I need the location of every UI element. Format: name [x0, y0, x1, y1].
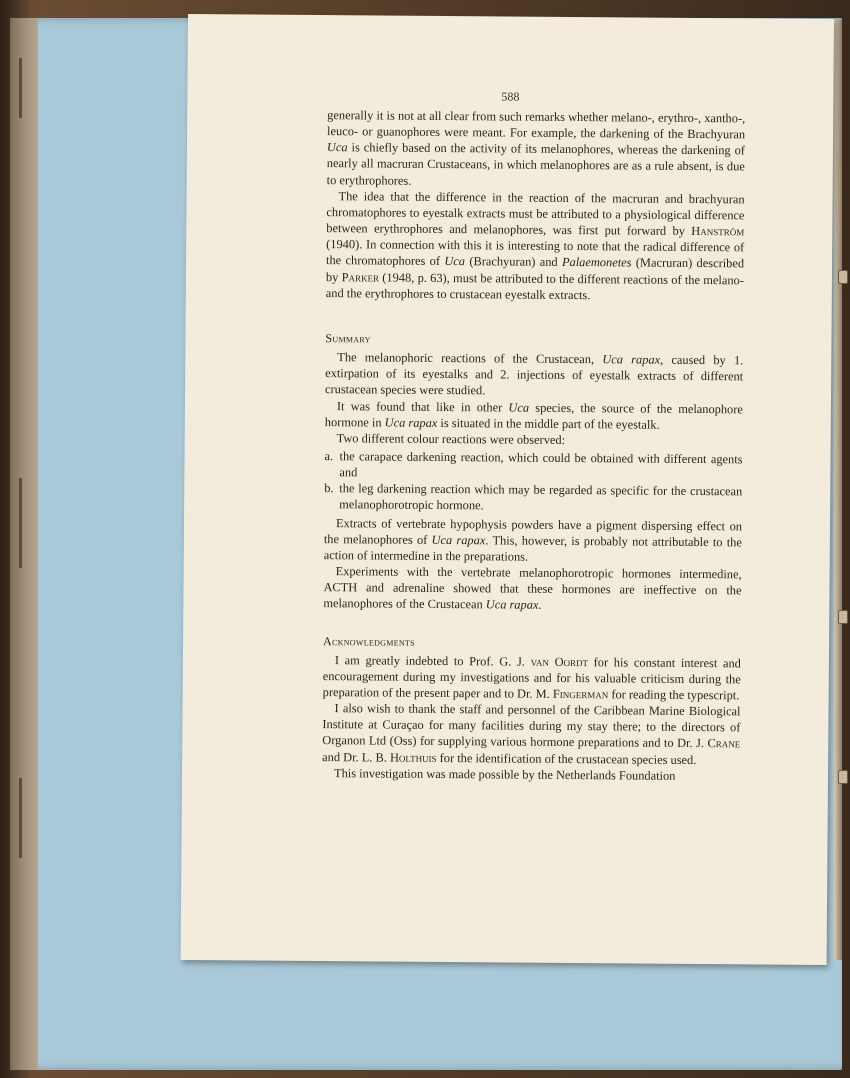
text-run: generally it is not at all clear from such remarks whether melano-, erythro-, xantho-, leuco- or guanophores were meant. For example, the darkening of the Brachyuran [327, 108, 746, 142]
text-run: species, the source of the melanophore hormone in [324, 400, 743, 430]
list-marker: a. [324, 449, 334, 464]
list-marker: b. [324, 481, 334, 496]
italic-term: Uca rapax [384, 415, 438, 430]
list-item [324, 448, 742, 484]
italic-term: Uca [326, 140, 348, 155]
text-run: This investigation was made possible by the Netherlands Foundation [333, 765, 676, 783]
binder-clip [838, 770, 848, 784]
author-name: Hanström [691, 224, 745, 239]
section-heading-acknowledgments: Acknowledgments [323, 633, 415, 649]
binder-clip [838, 610, 848, 624]
observation-list [324, 448, 742, 516]
italic-term: Uca [444, 254, 466, 269]
paragraph [325, 430, 743, 449]
spine-mark [19, 478, 22, 568]
text-run: is chiefly based on the activity of its melanophores, whereas the darkening of nearly all macruran Crustaceans, in which melanophores are as a rule absent, is due to erythrophores. [326, 140, 745, 188]
list-item [324, 480, 742, 516]
text-run: (Macruran) described by [325, 255, 745, 284]
text-run: for the identification of the crustacean species used. [436, 750, 697, 767]
text-run: Extracts of vertebrate hypophysis powders have a pigment dispersing effect on the melanophores of [323, 515, 743, 547]
text-run: is situated in the middle part of the eyestalk. [437, 415, 660, 432]
author-name: Fingerman [552, 686, 609, 702]
paragraph [327, 107, 746, 191]
text-run: for reading the typescript. [608, 687, 740, 703]
text-run: . This, however, is probably not attributable to the action of intermedine in the preparations. [323, 533, 742, 564]
paragraph [323, 652, 741, 704]
text-run: The idea that the difference in the reaction of the macruran and brachyuran chromatophores to eyestalk extracts must be attributed to a physiological difference between erythrophores and melanophores, was first put forward by [326, 188, 745, 239]
italic-term: Palaemonetes [561, 255, 632, 270]
italic-term: Uca rapax [431, 532, 486, 548]
page-number: 588 [501, 89, 520, 104]
text-run: the leg darkening reaction which may be regarded as specific for the crustacean melanophorotropic hormone. [339, 481, 743, 513]
text-run: . [538, 598, 542, 613]
binder-clip [838, 270, 848, 284]
page-stack-edge [834, 20, 842, 960]
text-run: (Brachyuran) and [464, 254, 563, 270]
paragraph [322, 700, 740, 768]
text-run: It was found that like in other [336, 398, 509, 415]
section-heading-summary: Summary [325, 330, 371, 346]
paper-page [181, 14, 834, 965]
paragraph [324, 515, 742, 567]
text-run: and Dr. L. B. [322, 749, 391, 765]
author-name: Crane [707, 736, 741, 751]
text-run: I am greatly indebted to Prof. G. J. [334, 652, 531, 669]
paragraph [323, 563, 741, 615]
text-run: , caused by 1. extirpation of its eyestalks and 2. injections of eyestalk extracts of different crustacean species were studied. [325, 352, 744, 398]
italic-term: Uca rapax [485, 597, 539, 613]
body-text [322, 107, 745, 784]
author-name: van Oordt [530, 654, 589, 669]
text-run: The melanophoric reactions of the Crustacean, [337, 350, 603, 367]
italic-term: Uca rapax [602, 352, 661, 367]
paragraph [326, 188, 745, 304]
text-run: Two different colour reactions were observed: [336, 430, 566, 447]
paragraph [325, 349, 743, 401]
paragraph [325, 398, 743, 434]
spine-mark [19, 58, 22, 118]
spine-mark [19, 778, 22, 858]
text-run: Experiments with the vertebrate melanophorotropic hormones intermedine, ACTH and adrenaline showed that these hormones are ineffective on the melanophores of the Crustacean [323, 564, 742, 612]
text-run: the carapace darkening reaction, which could be obtained with different agents and [339, 449, 743, 480]
list-text [339, 448, 742, 483]
text-run: I also wish to thank the staff and personnel of the Caribbean Marine Biological Institute at Curaçao for many facilities during my stay there; to the directors of Organon Ltd (Oss) for supplying various hormone preparations and to Dr. J. [322, 701, 741, 751]
author-name: Holthuis [389, 750, 437, 765]
italic-term: Uca [508, 400, 530, 415]
list-text [339, 480, 742, 515]
paragraph [322, 765, 740, 784]
binding-spine [10, 18, 38, 1070]
text-run: (1948, p. 63), must be attributed to the different reactions of the melano- and the erythrophores to crustacean eyestalk extracts. [325, 270, 744, 302]
text-run: for his constant interest and encouragement during my investigations and for his valuable criticism during the preparation of the present paper and to Dr. M. [322, 654, 741, 701]
author-name: Parker [341, 269, 380, 285]
text-run: (1940). In connection with this it is interesting to note that the radical difference of the chromatophores of [326, 237, 745, 269]
